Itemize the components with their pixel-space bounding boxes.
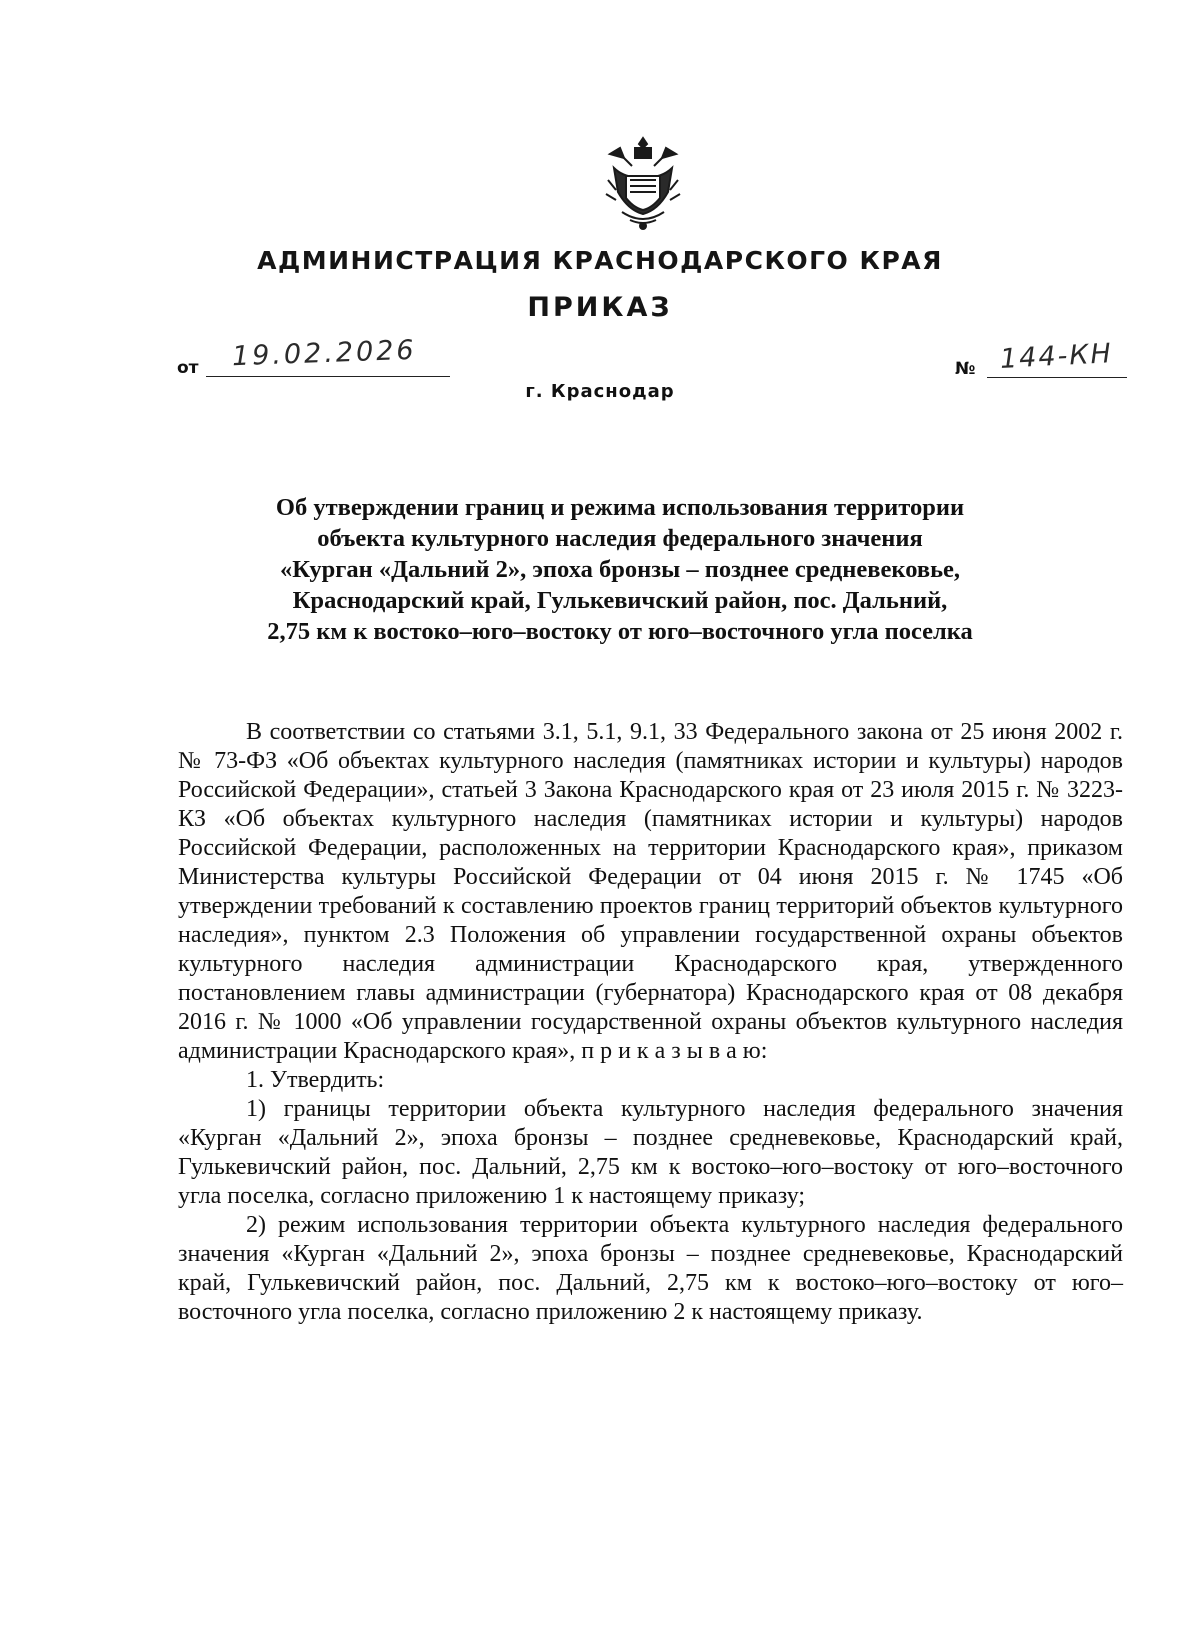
order-item-1: 1. Утвердить:: [246, 1067, 385, 1093]
order-item-1-1: 1) границы территории объекта культурного наследия федерального значения «Курган «Дальний 2», эпоха бронзы – позднее средневековье, Краснодарский край, Гулькевичский район, пос. Дальний, 2,75 км к востоко–юго–востоку от юго–восточного угла поселка, согласно приложению 1 к настоящему приказу;: [178, 1096, 1123, 1209]
agency-name: АДМИНИСТРАЦИЯ КРАСНОДАРСКОГО КРАЯ: [257, 246, 943, 275]
document-title: [190, 492, 1050, 647]
city-label: г. Краснодар: [525, 381, 675, 402]
order-item-1-2: 2) режим использования территории объекта культурного наследия федерального значения «Курган «Дальний 2», эпоха бронзы – позднее средневековье, Краснодарский край, Гулькевичский район, пос. Дальний, 2,75 км к востоко–юго–востоку от юго–восточного угла поселка, согласно приложению 2 к настоящему приказу.: [178, 1212, 1123, 1325]
date-value: 19.02.2026: [231, 334, 418, 373]
date-underline: [206, 376, 450, 377]
document-body: [178, 718, 1123, 1327]
number-label: №: [955, 359, 976, 379]
number-underline: [987, 377, 1127, 378]
title-line: «Курган «Дальний 2», эпоха бронзы – позднее средневековье,: [279, 556, 961, 583]
date-label: от: [177, 358, 199, 378]
document-type: ПРИКАЗ: [527, 292, 673, 323]
preamble-paragraph: В соответствии со статьями 3.1, 5.1, 9.1, 33 Федерального закона от 25 июня 2002 г. № 73-ФЗ «Об объектах культурного наследия (памятниках истории и культуры) народов Российской Федерации», статьей 3 Закона Краснодарского края от 23 июля 2015 г. № 3223-КЗ «Об объектах культурного наследия (памятниках истории и культуры) народов Российской Федерации, расположенных на территории Краснодарского края», приказом Министерства культуры Российской Федерации от 04 июня 2015 г. № 1745 «Об утверждении требований к составлению проектов границ территорий объектов культурного наследия», пунктом 2.3 Положения об управлении государственной охраны объектов культурного наследия администрации Краснодарского края, утвержденного постановлением главы администрации (губернатора) Краснодарского края от 08 декабря 2016 г. № 1000 «Об управлении государственной охраны объектов культурного наследия администрации Краснодарского края», п р и к а з ы в а ю:: [178, 719, 1123, 1064]
coat-of-arms-icon: [602, 132, 684, 232]
number-value: 144-КН: [999, 338, 1114, 375]
title-line: объекта культурного наследия федерального значения: [317, 525, 923, 552]
title-line: Краснодарский край, Гулькевичский район, пос. Дальний,: [292, 587, 948, 614]
title-line: Об утверждении границ и режима использования территории: [275, 494, 965, 521]
title-line: 2,75 км к востоко–юго–востоку от юго–восточного угла поселка: [267, 618, 973, 645]
